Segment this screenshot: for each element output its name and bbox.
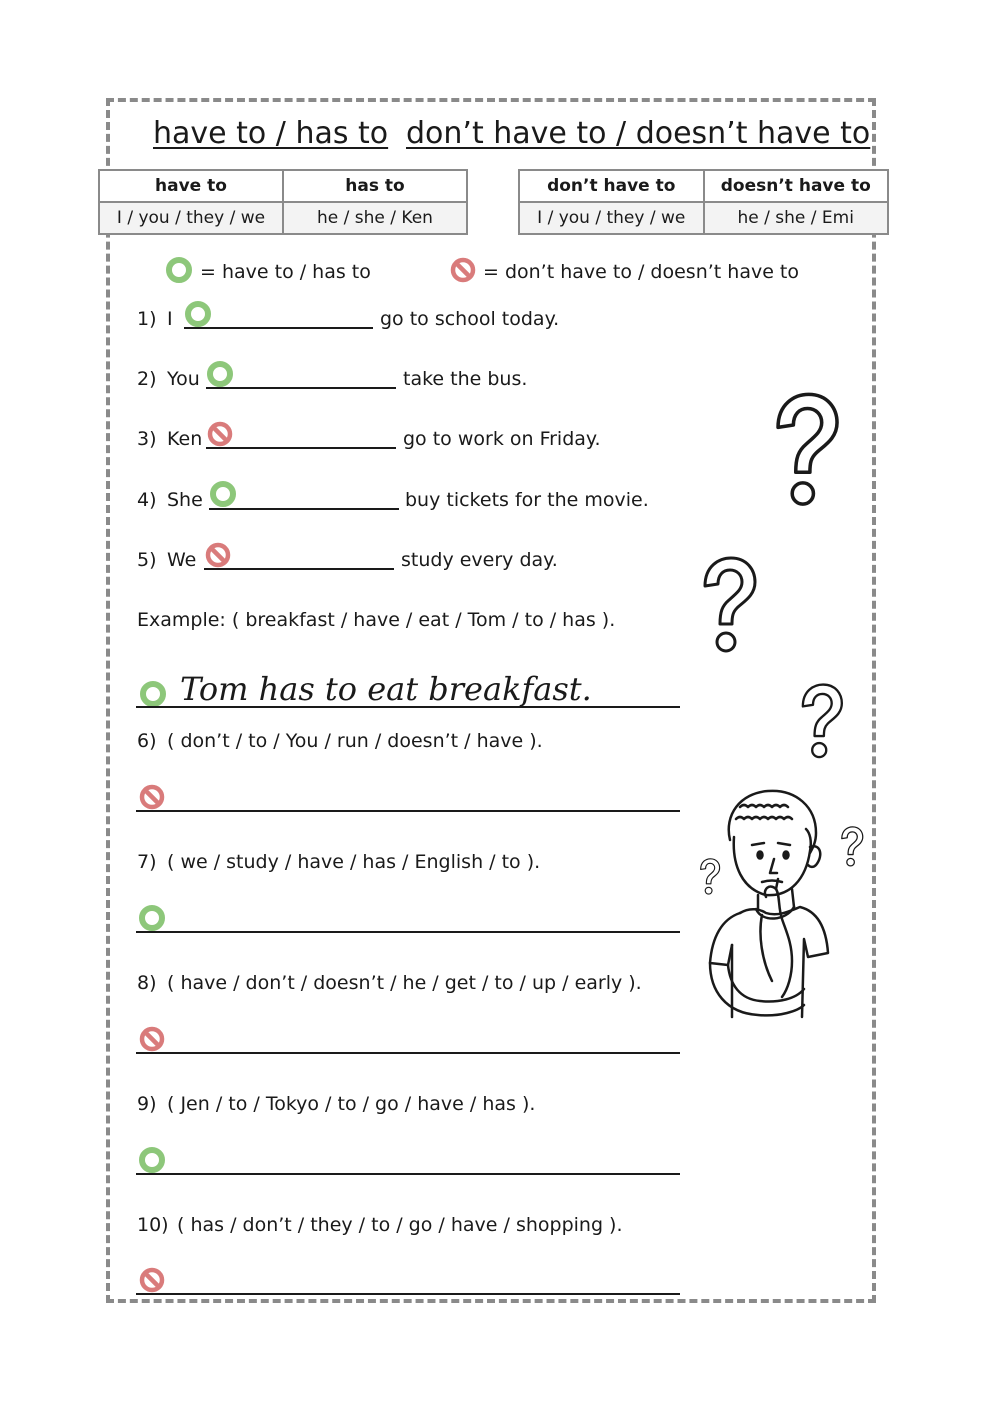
example-prompt: Example: ( breakfast / have / eat / Tom / to / has ). [137, 609, 616, 631]
item-subject: I [167, 308, 173, 330]
answer-line[interactable] [136, 810, 680, 812]
example-answer-line [136, 706, 680, 708]
no-entry-icon [450, 257, 476, 283]
thinking-boy-illustration [700, 785, 835, 1020]
table-cell: I / you / they / we [519, 202, 704, 234]
positive-circle-icon [139, 1147, 165, 1173]
table-cell: he / she / Ken [283, 202, 467, 234]
answer-line[interactable] [136, 1293, 680, 1295]
table-cell: he / she / Emi [704, 202, 889, 234]
table-header: has to [283, 170, 467, 202]
positive-circle-icon [210, 481, 236, 507]
item-number: 4) [137, 489, 157, 511]
item-subject: We [167, 549, 197, 571]
item-subject: She [167, 489, 203, 511]
item-words: ( has / don’t / they / to / go / have / shopping ). [177, 1214, 623, 1236]
item-number: 5) [137, 549, 157, 571]
question-mark-icon [790, 683, 850, 761]
item-number: 1) [137, 308, 157, 330]
table-header: don’t have to [519, 170, 704, 202]
question-mark-icon [834, 826, 868, 868]
positive-circle-icon [207, 361, 233, 387]
positive-circle-icon [166, 257, 192, 283]
table-header: have to [99, 170, 283, 202]
grammar-table-dont-have-to [518, 169, 889, 235]
item-rest: go to school today. [380, 308, 560, 330]
question-mark-icon [693, 556, 761, 656]
item-rest: study every day. [401, 549, 558, 571]
answer-blank[interactable] [184, 327, 373, 329]
no-entry-icon [207, 421, 233, 447]
grammar-table-have-to [98, 169, 468, 235]
item-number: 8) [137, 972, 157, 994]
item-rest: take the bus. [403, 368, 528, 390]
item-rest: go to work on Friday. [403, 428, 601, 450]
positive-circle-icon [140, 681, 166, 707]
no-entry-icon [139, 1267, 165, 1293]
answer-line[interactable] [136, 1052, 680, 1054]
item-number: 2) [137, 368, 157, 390]
item-number: 10) [137, 1214, 169, 1236]
answer-line[interactable] [136, 1173, 680, 1175]
positive-circle-icon [139, 905, 165, 931]
answer-blank[interactable] [206, 447, 396, 449]
item-rest: buy tickets for the movie. [405, 489, 649, 511]
no-entry-icon [139, 784, 165, 810]
item-words: ( have / don’t / doesn’t / he / get / to / up / early ). [167, 972, 642, 994]
example-answer: Tom has to eat breakfast. [180, 670, 592, 708]
item-words: ( don’t / to / You / run / doesn’t / have ). [167, 730, 543, 752]
table-cell: I / you / they / we [99, 202, 283, 234]
legend-negative: = don’t have to / doesn’t have to [483, 261, 800, 283]
positive-circle-icon [185, 301, 211, 327]
item-number: 9) [137, 1093, 157, 1115]
legend-positive: = have to / has to [200, 261, 371, 283]
item-subject: You [167, 368, 200, 390]
item-number: 6) [137, 730, 157, 752]
answer-line[interactable] [136, 931, 680, 933]
item-number: 7) [137, 851, 157, 873]
item-words: ( we / study / have / has / English / to ). [167, 851, 541, 873]
question-mark-icon [764, 392, 844, 510]
title-have-to: have to / has to [153, 116, 389, 151]
item-subject: Ken [167, 428, 203, 450]
item-number: 3) [137, 428, 157, 450]
no-entry-icon [205, 542, 231, 568]
answer-blank[interactable] [204, 568, 394, 570]
table-header: doesn’t have to [704, 170, 889, 202]
answer-blank[interactable] [206, 387, 396, 389]
no-entry-icon [139, 1026, 165, 1052]
item-words: ( Jen / to / Tokyo / to / go / have / has ). [167, 1093, 536, 1115]
answer-blank[interactable] [209, 508, 399, 510]
title-dont-have-to: don’t have to / doesn’t have to [406, 116, 871, 151]
